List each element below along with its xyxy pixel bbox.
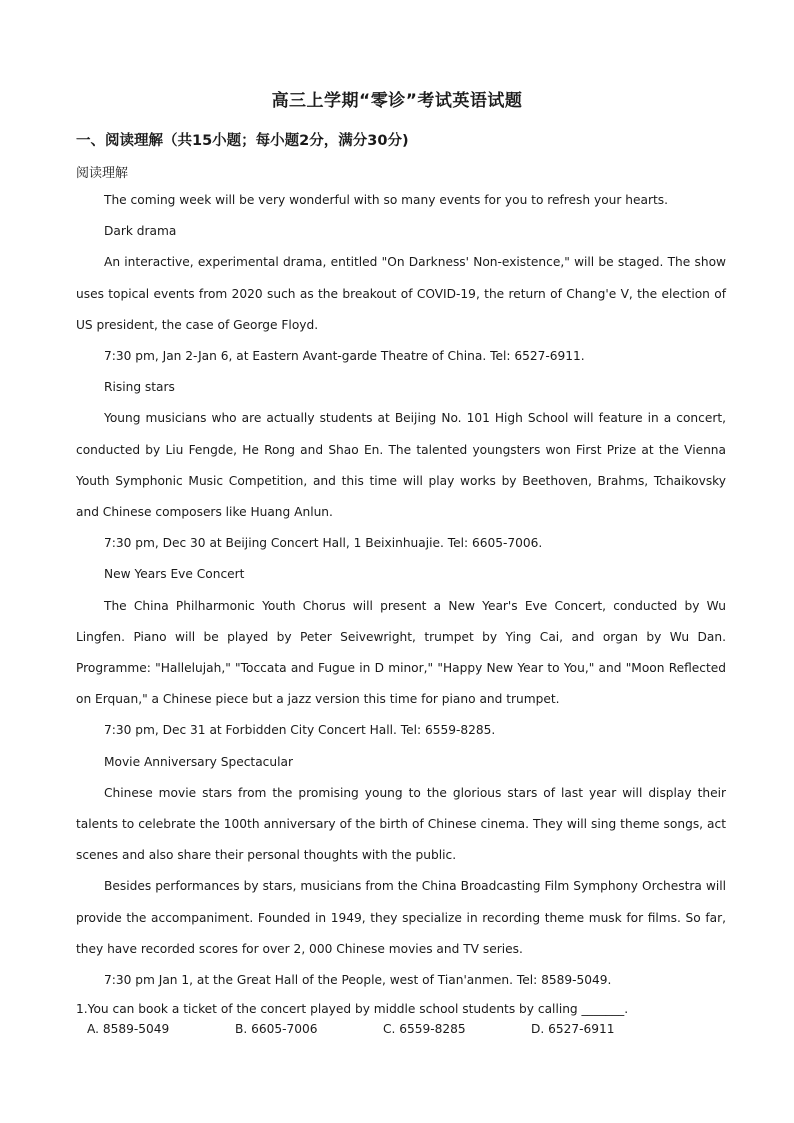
answer-options — [87, 1022, 707, 1036]
event-heading: New Years Eve Concert — [104, 567, 245, 582]
event-heading: Rising stars — [104, 380, 175, 395]
event-heading: Dark drama — [104, 224, 177, 239]
subsection-heading: 阅读理解 — [76, 166, 129, 181]
event-details: 7:30 pm, Dec 31 at Forbidden City Concert Hall. Tel: 6559-8285. — [104, 723, 496, 738]
option-c[interactable]: C. 6559-8285 — [383, 1022, 466, 1036]
event-description: An interactive, experimental drama, entitled "On Darkness' Non-existence," will be staged. The show uses topical events from 2020 such as the breakout of COVID-19, the return of Chang'e V, the election of US president, the case of George Floyd. — [76, 255, 726, 332]
option-b[interactable]: B. 6605-7006 — [235, 1022, 318, 1036]
option-a[interactable]: A. 8589-5049 — [87, 1022, 170, 1036]
event-description: Besides performances by stars, musicians from the China Broadcasting Film Symphony Orchestra will provide the accompaniment. Founded in 1949, they specialize in recording theme musk for films. So far, they have recorded scores for over 2, 000 Chinese movies and TV series. — [76, 879, 726, 956]
event-heading: Movie Anniversary Spectacular — [104, 754, 293, 769]
option-d[interactable]: D. 6527-6911 — [531, 1022, 615, 1036]
page-title: 高三上学期“零诊”考试英语试题 — [271, 91, 523, 111]
intro-paragraph: The coming week will be very wonderful with so many events for you to refresh your hearts. — [104, 193, 668, 207]
event-description: Chinese movie stars from the promising young to the glorious stars of last year will display their talents to celebrate the 100th anniversary of the birth of Chinese cinema. They will sing theme songs, act scenes and also share their personal thoughts with the public. — [76, 785, 726, 863]
event-description: Young musicians who are actually students at Beijing No. 101 High School will feature in a concert, conducted by Liu Fengde, He Rong and Shao En. The talented youngsters won First Prize at the Vienna Youth Symphonic Music Competition, and this time will play works by Beethoven, Brahms, Tchaikovsky and Chinese composers like Huang Anlun. — [76, 411, 726, 520]
event-details: 7:30 pm, Jan 2-Jan 6, at Eastern Avant-garde Theatre of China. Tel: 6527-6911. — [104, 349, 585, 364]
section-heading: 一、阅读理解（共15小题；每小题2分，满分30分) — [76, 133, 409, 149]
event-description: The China Philharmonic Youth Chorus will present a New Year's Eve Concert, conducted by Wu Lingfen. Piano will be played by Peter Seivewright, trumpet by Ying Cai, and organ by Wu Dan. Programme: "Hallelujah," "Toccata and Fugue in D minor," "Happy New Year to You," and "Moon Reflected on Erquan," a Chinese piece but a jazz version this time for piano and trumpet. — [76, 598, 726, 707]
question-1: 1.You can book a ticket of the concert played by middle school students by calling _______. — [76, 1002, 629, 1016]
reading-passage — [76, 185, 726, 996]
event-details: 7:30 pm Jan 1, at the Great Hall of the People, west of Tian'anmen. Tel: 8589-5049. — [104, 973, 612, 988]
event-details: 7:30 pm, Dec 30 at Beijing Concert Hall, 1 Beixinhuajie. Tel: 6605-7006. — [104, 536, 543, 551]
